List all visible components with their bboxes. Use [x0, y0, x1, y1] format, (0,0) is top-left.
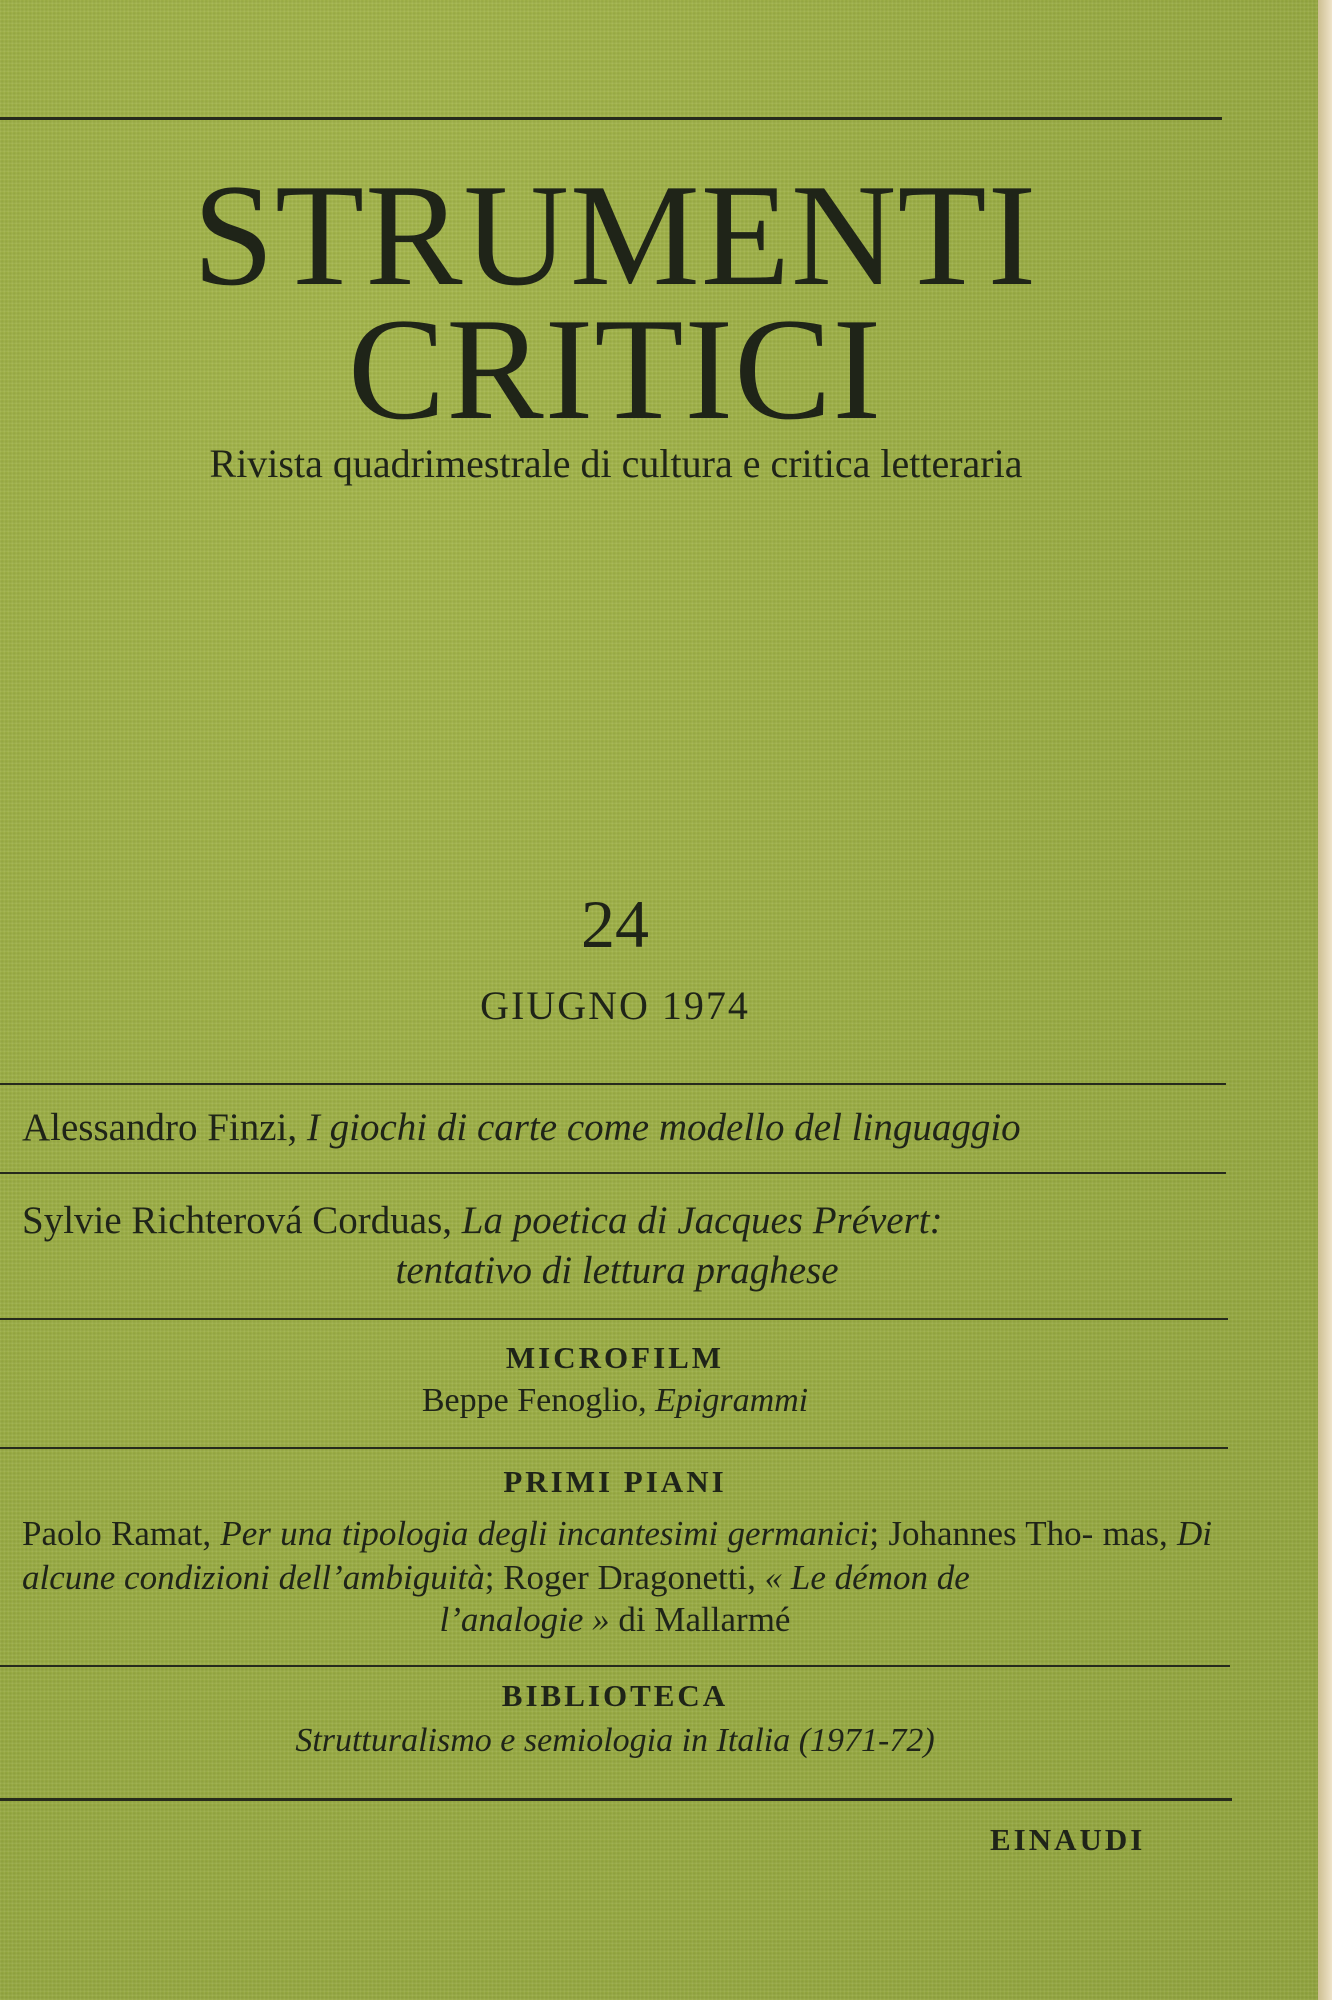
divider-rule [0, 1447, 1228, 1449]
microfilm-heading: MICROFILM [505, 1340, 725, 1375]
article-2-title: La poetica di Jacques Prévert: [461, 1199, 943, 1242]
issue-number: 24 [581, 886, 649, 962]
microfilm-author: Beppe Fenoglio, [421, 1382, 647, 1419]
divider-rule [0, 1172, 1226, 1174]
primi-piani-sep-2: ; Roger Dragonetti, [484, 1558, 756, 1597]
primi-piani-title-2: Di alcune condizioni dell’ambiguità [22, 1514, 1213, 1597]
divider-rule [0, 1083, 1226, 1085]
title-line-1: STRUMENTI [192, 154, 1038, 316]
primi-piani-author-2: mas, [1102, 1514, 1168, 1553]
primi-piani-sep-1: ; Johannes Tho- [869, 1514, 1094, 1553]
microfilm-title: Epigrammi [655, 1382, 809, 1419]
article-2-title-cont [22, 1248, 1212, 1294]
biblioteca-entry [0, 1722, 1230, 1760]
primi-piani-title-3: « Le démon de [764, 1558, 970, 1597]
microfilm-entry [0, 1382, 1230, 1420]
primi-piani-title-3-cont: l’analogie » [439, 1600, 610, 1639]
article-2-author: Sylvie Richterová Corduas, [22, 1199, 453, 1242]
primi-piani-entry [22, 1512, 1212, 1600]
subtitle: Rivista quadrimestrale di cultura e critica letteraria [209, 441, 1023, 486]
article-1-title: I giochi di carte come modello del linguaggio [306, 1106, 1021, 1149]
top-rule [0, 117, 1222, 120]
article-1-author: Alessandro Finzi, [22, 1106, 298, 1149]
paper-edge [1318, 0, 1332, 2000]
article-1 [22, 1105, 1212, 1151]
article-2 [22, 1198, 1212, 1244]
primi-piani-title-1: Per una tipologia degli incantesimi germanici [220, 1514, 870, 1553]
primi-piani-entry-end [0, 1600, 1230, 1640]
biblioteca-heading: BIBLIOTECA [501, 1678, 729, 1713]
primi-piani-author-1: Paolo Ramat, [22, 1514, 212, 1553]
issue-date: GIUGNO 1974 [480, 983, 750, 1028]
divider-rule [0, 1665, 1230, 1667]
divider-rule [0, 1318, 1228, 1320]
biblioteca-title: Strutturalismo e semiologia in Italia (1971-72) [295, 1722, 935, 1759]
article-2-title-line2: tentativo di lettura praghese [395, 1249, 839, 1292]
primi-piani-heading: PRIMI PIANI [503, 1464, 727, 1499]
primi-piani-tail: di Mallarmé [609, 1600, 791, 1639]
title-line-2: CRITICI [347, 288, 883, 450]
publisher-imprint: EINAUDI [990, 1822, 1146, 1857]
bottom-rule [0, 1798, 1232, 1801]
